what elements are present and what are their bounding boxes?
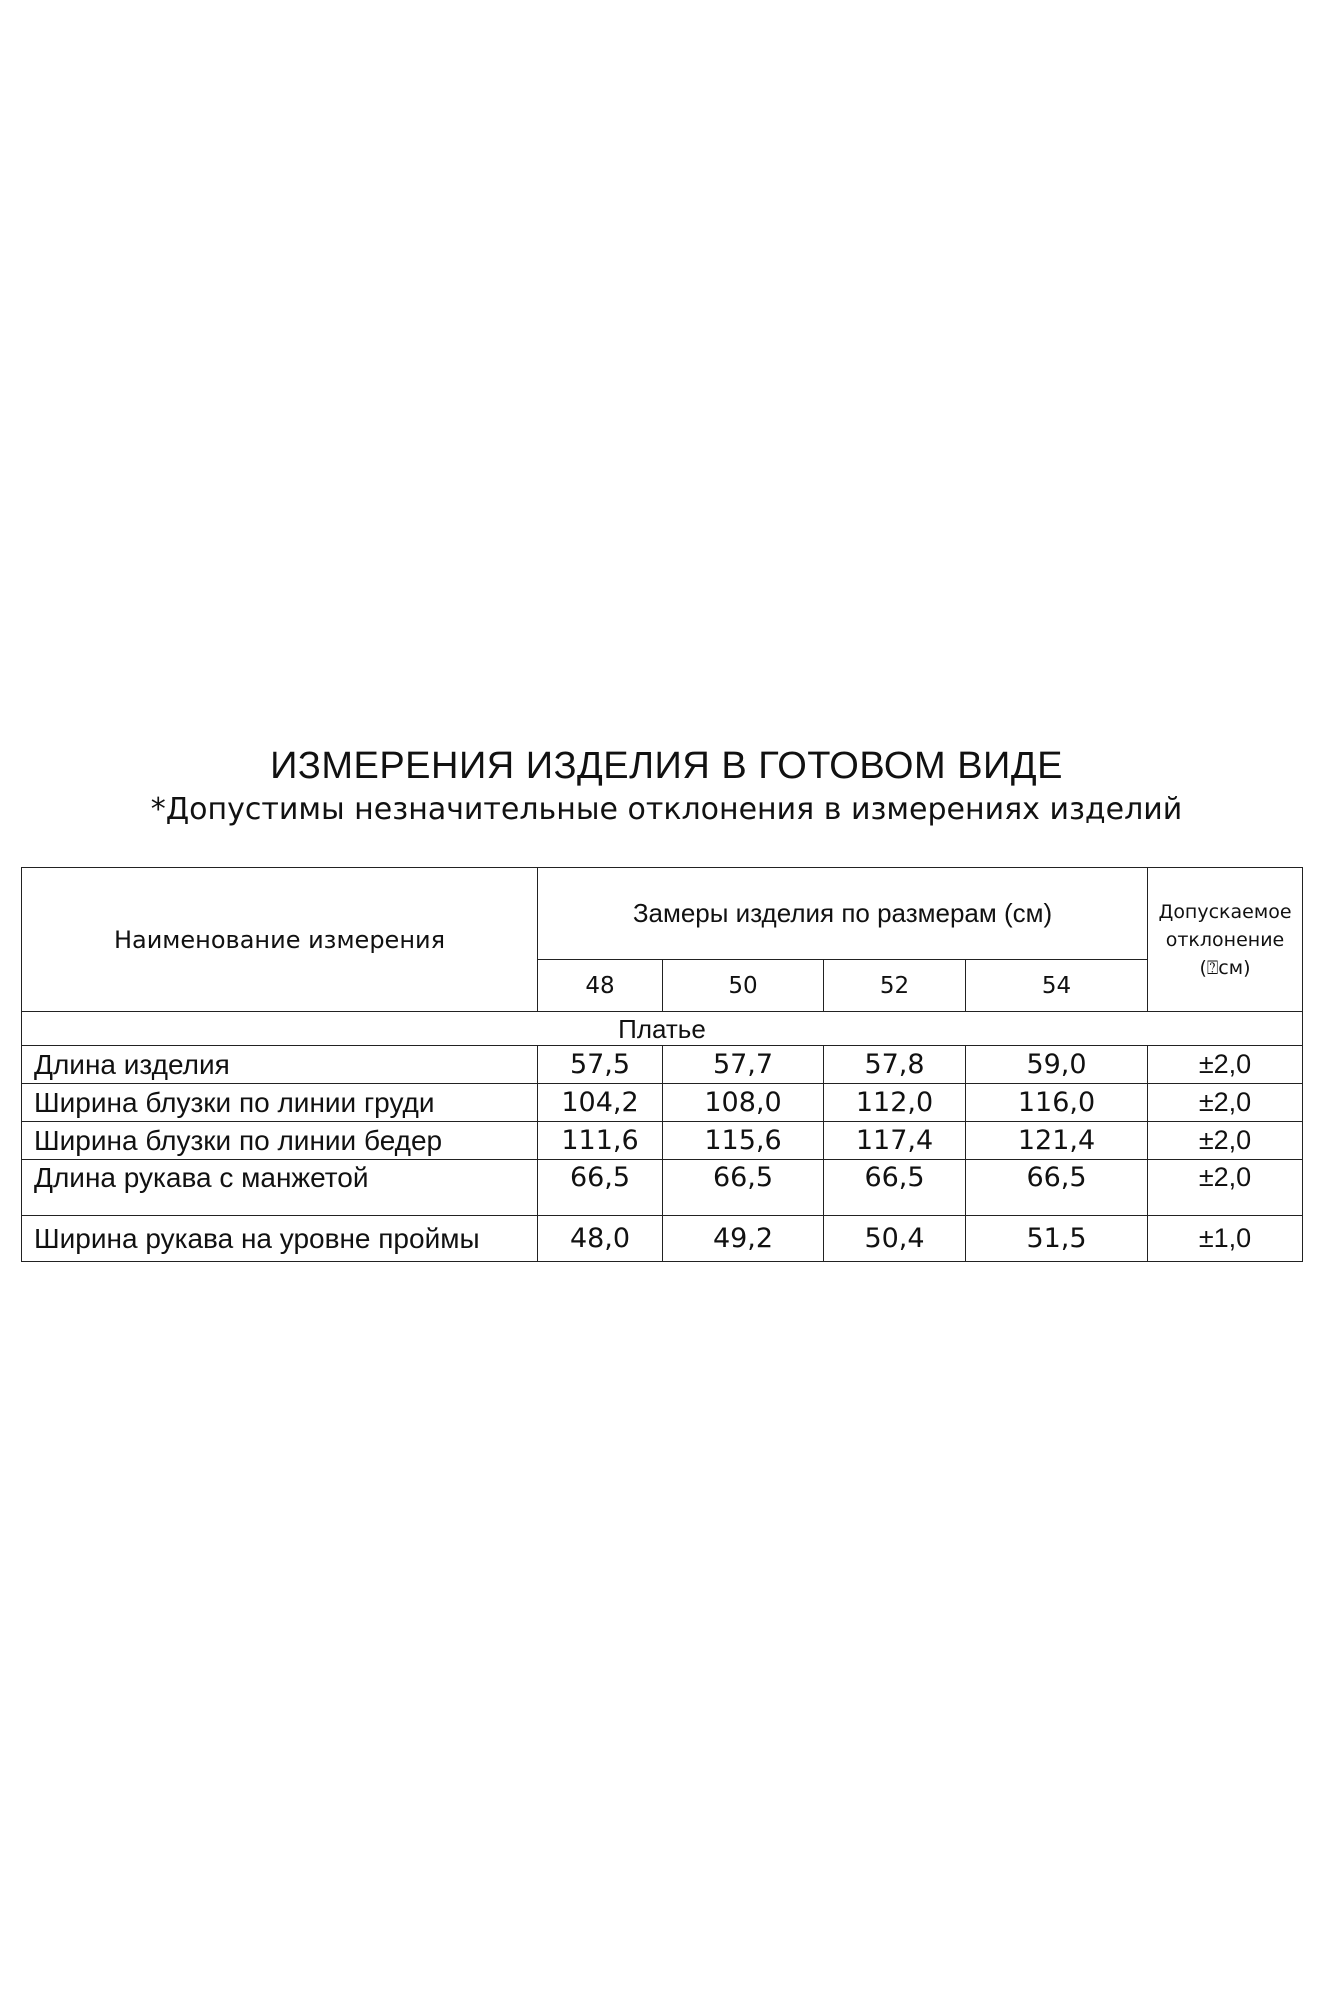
tolerance-value: ±2,0 bbox=[1148, 1160, 1303, 1216]
page-subtitle: *Допустимы незначительные отклонения в измерениях изделий bbox=[150, 792, 1183, 827]
measurement-name: Ширина блузки по линии бедер bbox=[22, 1122, 538, 1160]
tolerance-value: ±2,0 bbox=[1148, 1122, 1303, 1160]
measurement-value: 117,4 bbox=[824, 1122, 966, 1160]
measurement-value: 111,6 bbox=[538, 1122, 663, 1160]
measurement-value: 116,0 bbox=[966, 1084, 1148, 1122]
measurement-name: Ширина блузки по линии груди bbox=[22, 1084, 538, 1122]
measurement-value: 121,4 bbox=[966, 1122, 1148, 1160]
table-row bbox=[22, 1160, 1303, 1216]
measurement-name: Длина изделия bbox=[22, 1046, 538, 1084]
header-tolerance-line: отклонение bbox=[1165, 928, 1285, 951]
measurement-value: 66,5 bbox=[966, 1160, 1148, 1216]
table-header-row bbox=[22, 868, 1303, 960]
measurement-value: 49,2 bbox=[663, 1216, 824, 1262]
size-header-cell: 52 bbox=[824, 960, 966, 1012]
header-tolerance-cell bbox=[1148, 868, 1303, 1012]
measurement-value: 66,5 bbox=[663, 1160, 824, 1216]
measurements-table bbox=[21, 867, 1303, 1262]
measurement-value: 108,0 bbox=[663, 1084, 824, 1122]
size-header-cell: 54 bbox=[966, 960, 1148, 1012]
measurement-value: 51,5 bbox=[966, 1216, 1148, 1262]
tolerance-value: ±2,0 bbox=[1148, 1084, 1303, 1122]
measurement-name: Ширина рукава на уровне проймы bbox=[22, 1216, 538, 1262]
measurement-value: 104,2 bbox=[538, 1084, 663, 1122]
measurement-value: 57,7 bbox=[663, 1046, 824, 1084]
measurement-value: 48,0 bbox=[538, 1216, 663, 1262]
measurement-value: 50,4 bbox=[824, 1216, 966, 1262]
tolerance-value: ±2,0 bbox=[1148, 1046, 1303, 1084]
table-row bbox=[22, 1084, 1303, 1122]
measurement-value: 57,8 bbox=[824, 1046, 966, 1084]
table-row bbox=[22, 1216, 1303, 1262]
tolerance-value: ±1,0 bbox=[1148, 1216, 1303, 1262]
measurement-value: 57,5 bbox=[538, 1046, 663, 1084]
measurement-name: Длина рукава с манжетой bbox=[22, 1160, 538, 1216]
measurement-value: 115,6 bbox=[663, 1122, 824, 1160]
header-name-cell: Наименование измерения bbox=[22, 868, 538, 1012]
measurement-value: 66,5 bbox=[824, 1160, 966, 1216]
measurement-value: 66,5 bbox=[538, 1160, 663, 1216]
header-tolerance-line: Допускаемое bbox=[1158, 900, 1292, 923]
header-tolerance-line: (⍰см) bbox=[1199, 956, 1251, 979]
size-header-cell: 50 bbox=[663, 960, 824, 1012]
table-row bbox=[22, 1046, 1303, 1084]
measurement-value: 59,0 bbox=[966, 1046, 1148, 1084]
header-sizes-title: Замеры изделия по размерам (см) bbox=[538, 868, 1148, 960]
size-header-cell: 48 bbox=[538, 960, 663, 1012]
measurement-value: 112,0 bbox=[824, 1084, 966, 1122]
section-label: Платье bbox=[22, 1012, 1303, 1046]
page-title: ИЗМЕРЕНИЯ ИЗДЕЛИЯ В ГОТОВОМ ВИДЕ bbox=[270, 745, 1063, 787]
table-row bbox=[22, 1122, 1303, 1160]
section-row bbox=[22, 1012, 1303, 1046]
